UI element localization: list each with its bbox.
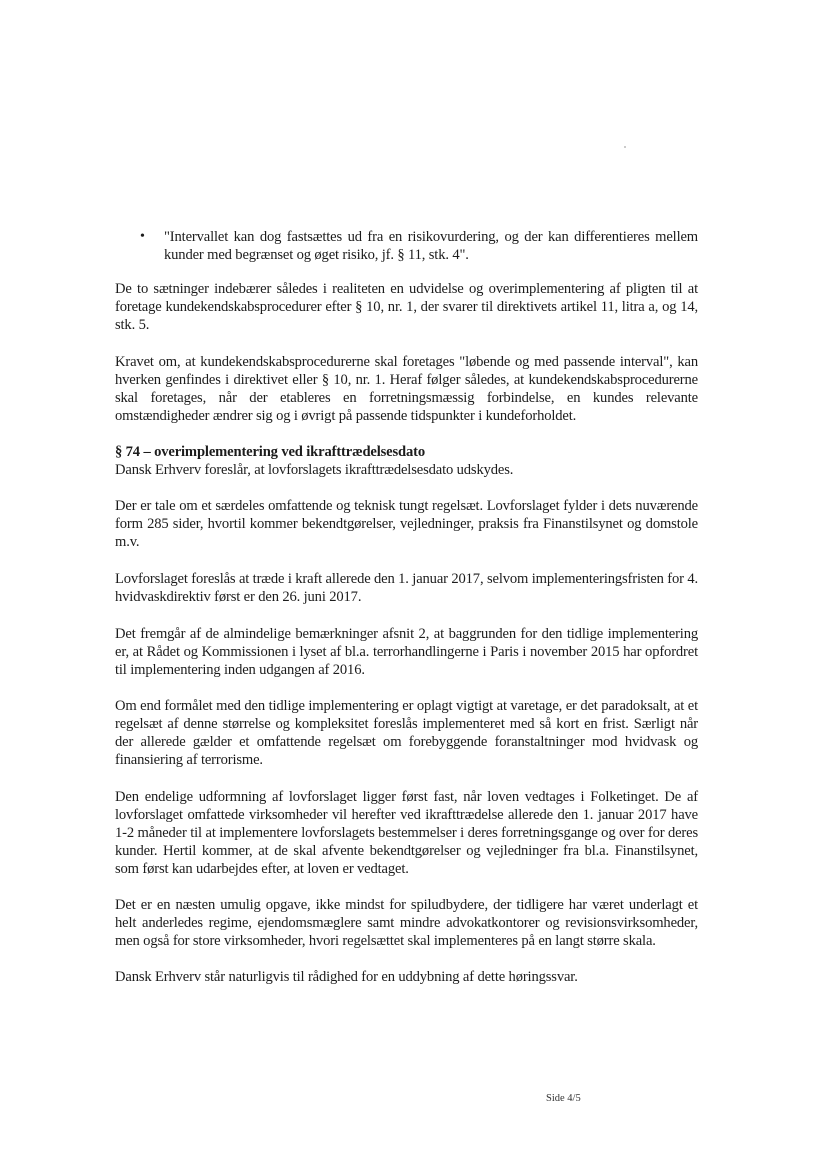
paragraph-udformning: Den endelige udformning af lovforslaget ligger først fast, når loven vedtages i Folketinget. De af lovforslaget omfattede virksomheder vil herefter ved ikrafttrædelse allerede den 1. januar 2017 have 1-2 måneder til at implementere lovforslagets bestemmelser i deres forretningsgange og over for deres kunder. Hertil kommer, at de skal afvente bekendtgørelser og vejledninger fra bl.a. Finanstilsynet, som først kan udarbejdes efter, at loven er vedtaget.	[115, 789, 698, 877]
paragraph-umulig-opgave: Det er en næsten umulig opgave, ikke mindst for spiludbydere, der tidligere har været underlagt et helt anderledes regime, ejendomsmæglere samt mindre advokatkontorer og revisionsvirksomheder, men også for store virksomheder, hvori regelsættet skal implementeres på en langt større skala.	[115, 897, 698, 949]
paragraph-baggrund: Det fremgår af de almindelige bemærkninger afsnit 2, at baggrunden for den tidlige implementering er, at Rådet og Kommissionen i lyset af bl.a. terrorhandlingerne i Paris i november 2015 har opfordret til implementering inden udgangen af 2016.	[115, 626, 698, 678]
paragraph-ikrafttraeden: Lovforslaget foreslås at træde i kraft allerede den 1. januar 2017, selvom implementeringsfristen for 4. hvidvaskdirektiv først er den 26. juni 2017.	[115, 571, 698, 605]
paragraph-overimplementation: De to sætninger indebærer således i realiteten en udvidelse og overimplementering af pligten til at foretage kundekendskabsprocedurer efter § 10, nr. 1, der svarer til direktivets artikel 11, litra a, og 14, stk. 5.	[115, 281, 698, 333]
bullet-quote-text: "Intervallet kan dog fastsættes ud fra en risikovurdering, og der kan differentieres mellem kunder med begrænset og øget risiko, jf. § 11, stk. 4".	[164, 229, 698, 263]
section-intro: Dansk Erhverv foreslår, at lovforslagets ikrafttrædelsesdato udskydes.	[115, 462, 514, 478]
paragraph-paradoks: Om end formålet med den tidlige implementering er oplagt vigtigt at varetage, er det paradoksalt, at et regelsæt af denne størrelse og kompleksitet foreslås implementeret med så kort en frist. Særligt når der allerede gælder et omfattende regelsæt om forebyggende foranstaltninger mod hvidvask og finansiering af terrorisme.	[115, 698, 698, 768]
paragraph-closing: Dansk Erhverv står naturligvis til rådighed for en uddybning af dette høringssvar.	[115, 969, 578, 985]
section-74	[115, 443, 698, 479]
section-heading: § 74 – overimplementering ved ikrafttrædelsesdato	[115, 444, 426, 460]
bullet-marker: •	[140, 229, 145, 244]
scan-speck	[624, 146, 626, 148]
paragraph-regelsaet: Der er tale om et særdeles omfattende og teknisk tungt regelsæt. Lovforslaget fylder i dets nuværende form 285 sider, hvortil kommer bekendtgørelser, vejledninger, praksis fra Finanstilsynet og domstole m.v.	[115, 498, 698, 550]
paragraph-kundekendskab: Kravet om, at kundekendskabsprocedurerne skal foretages "løbende og med passende interval", kan hverken genfindes i direktivet eller § 10, nr. 1. Heraf følger således, at kundekendskabsprocedurerne skal foretages, når der etableres en forretningsmæssig forbindelse, en kundes relevante omstændigheder ændrer sig og i øvrigt på passende tidspunkter i kundeforholdet.	[115, 354, 698, 424]
page-number: Side 4/5	[546, 1093, 581, 1104]
